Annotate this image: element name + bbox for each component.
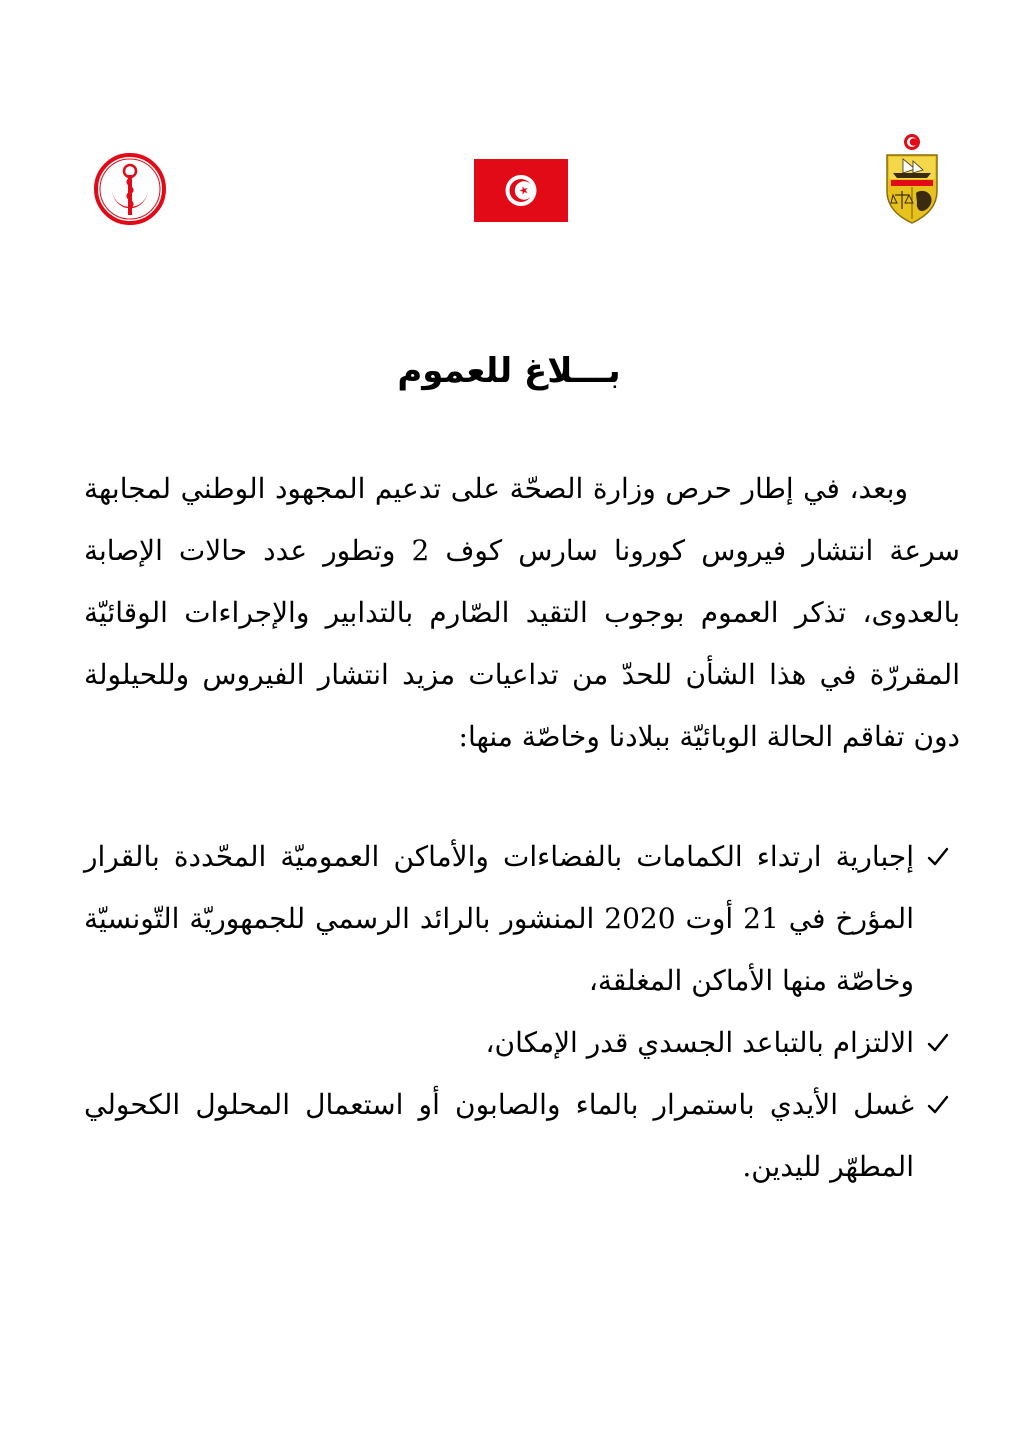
check-icon xyxy=(926,826,950,888)
list-item xyxy=(84,1012,960,1074)
check-icon xyxy=(926,1012,950,1074)
intro-paragraph: وبعد، في إطار حرص وزارة الصحّة على تدعيم المجهود الوطني لمجابهة سرعة انتشار فيروس كورونا سارس كوف 2 وتطور عدد حالات الإصابة بالعدوى، تذكر العموم بوجوب التقيد الصّارم بالتدابير والإجراءات الوقائيّة المقررّة في هذا الشأن للحدّ من تداعيات مزيد انتشار الفيروس وللحيلولة دون تفاقم الحالة الوبائيّة ببلادنا وخاصّة منها: xyxy=(84,472,960,753)
list-item xyxy=(84,1074,960,1198)
measure-text: غسل الأيدي باستمرار بالماء والصابون أو استعمال المحلول الكحولي المطهّر لليدين. xyxy=(84,1088,914,1183)
tunisia-flag-icon xyxy=(474,159,568,222)
measure-text: إجبارية ارتداء الكمامات بالفضاءات والأماكن العموميّة المحّددة بالقرار المؤرخ في 21 أوت 2020 المنشور بالرائد الرسمي للجمهوريّة التّونسيّة وخاصّة منها الأماكن المغلقة، xyxy=(84,840,914,997)
ministry-of-health-emblem-icon xyxy=(92,151,168,227)
measures-list xyxy=(84,826,960,1198)
measure-text: الالتزام بالتباعد الجسدي قدر الإمكان، xyxy=(485,1026,914,1059)
check-icon xyxy=(926,1074,950,1136)
list-item xyxy=(84,826,960,1012)
page-title: بـــلاغ للعموم xyxy=(397,350,621,391)
tunisia-coat-of-arms-icon xyxy=(883,133,941,225)
